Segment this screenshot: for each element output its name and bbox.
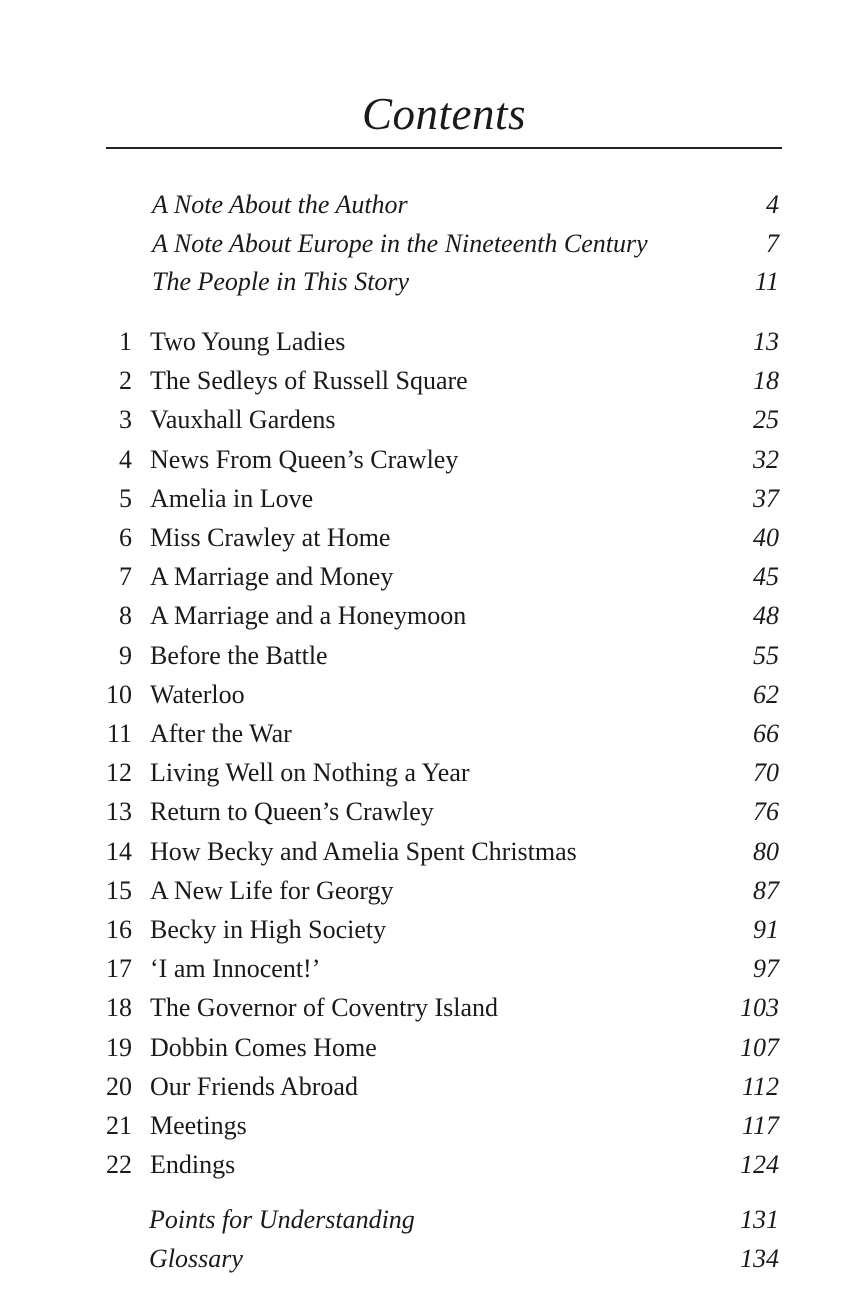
entry-title: A Note About the Author [152, 190, 408, 219]
entry-title: The Sedleys of Russell Square [150, 366, 468, 395]
page-number: 45 [753, 562, 779, 591]
page-title: Contents [361, 89, 526, 139]
chapter-number: 20 [106, 1072, 132, 1101]
page-number: 76 [753, 797, 779, 826]
toc-chapter-entry[interactable] [0, 873, 860, 909]
page-number: 7 [766, 229, 779, 258]
entry-title: A Marriage and a Honeymoon [150, 601, 467, 630]
toc-chapter-entry[interactable] [0, 442, 860, 478]
toc-chapter-entry[interactable] [0, 1108, 860, 1144]
page-number: 25 [753, 405, 779, 434]
page-number: 112 [741, 1072, 779, 1101]
toc-front-entry[interactable] [0, 187, 860, 223]
chapter-number: 19 [106, 1033, 132, 1062]
page-number: 117 [741, 1111, 779, 1140]
toc-chapter-entry[interactable] [0, 559, 860, 595]
toc-chapter-entry[interactable] [0, 363, 860, 399]
entry-title: Amelia in Love [150, 484, 314, 513]
page-number: 11 [754, 267, 779, 296]
page-number: 124 [740, 1150, 779, 1179]
chapter-number: 16 [106, 915, 132, 944]
toc-chapter-entry[interactable] [0, 1147, 860, 1183]
chapter-number: 9 [119, 641, 132, 670]
toc-chapter-entry[interactable] [0, 716, 860, 752]
page-number: 70 [753, 758, 779, 787]
chapter-number: 7 [119, 562, 132, 591]
chapter-number: 1 [119, 327, 132, 356]
page-number: 66 [753, 719, 779, 748]
entry-title: News From Queen’s Crawley [150, 445, 459, 474]
chapter-number: 17 [106, 954, 132, 983]
entry-title: Points for Understanding [149, 1205, 415, 1234]
page-number: 13 [753, 327, 779, 356]
chapter-number: 4 [119, 445, 132, 474]
chapter-number: 13 [106, 797, 132, 826]
toc-chapter-entry[interactable] [0, 598, 860, 634]
entry-title: After the War [150, 719, 292, 748]
chapter-number: 11 [106, 719, 132, 748]
toc-chapter-entry[interactable] [0, 912, 860, 948]
toc-chapter-entry[interactable] [0, 677, 860, 713]
entry-title: The Governor of Coventry Island [150, 993, 499, 1022]
chapter-number: 6 [119, 523, 132, 552]
entry-title: The People in This Story [152, 267, 410, 296]
entry-title: How Becky and Amelia Spent Christmas [150, 837, 577, 866]
chapter-number: 15 [106, 876, 132, 905]
toc-back-entry[interactable] [0, 1202, 860, 1238]
chapter-number: 14 [106, 837, 132, 866]
entry-title: Vauxhall Gardens [150, 405, 336, 434]
page-number: 91 [753, 915, 779, 944]
chapter-number: 18 [106, 993, 132, 1022]
page-number: 103 [740, 993, 779, 1022]
toc-chapter-entry[interactable] [0, 520, 860, 556]
chapter-number: 5 [119, 484, 132, 513]
page-number: 55 [753, 641, 779, 670]
page-number: 80 [753, 837, 779, 866]
page-number: 32 [753, 445, 779, 474]
toc-chapter-entry[interactable] [0, 481, 860, 517]
page-number: 48 [753, 601, 779, 630]
entry-title: Waterloo [150, 680, 245, 709]
toc-chapter-entry[interactable] [0, 1030, 860, 1066]
toc-chapter-entry[interactable] [0, 324, 860, 360]
entry-title: A Note About Europe in the Nineteenth Century [152, 229, 648, 258]
entry-title: Two Young Ladies [150, 327, 346, 356]
entry-title: Before the Battle [150, 641, 328, 670]
toc-chapter-entry[interactable] [0, 755, 860, 791]
page-number: 40 [753, 523, 779, 552]
chapter-number: 12 [106, 758, 132, 787]
toc-front-entry[interactable] [0, 226, 860, 262]
chapter-number: 8 [119, 601, 132, 630]
page-number: 18 [753, 366, 779, 395]
toc-front-entry[interactable] [0, 264, 860, 300]
entry-title: Return to Queen’s Crawley [150, 797, 434, 826]
page-number: 134 [740, 1244, 779, 1273]
entry-title: A New Life for Georgy [150, 876, 394, 905]
toc-back-entry[interactable] [0, 1241, 860, 1277]
toc-chapter-entry[interactable] [0, 402, 860, 438]
entry-title: ‘I am Innocent!’ [150, 954, 321, 983]
entry-title: Dobbin Comes Home [150, 1033, 377, 1062]
toc-chapter-entry[interactable] [0, 638, 860, 674]
toc-chapter-entry[interactable] [0, 794, 860, 830]
page-number: 87 [753, 876, 779, 905]
entry-title: Meetings [150, 1111, 247, 1140]
entry-title: Becky in High Society [150, 915, 387, 944]
toc-chapter-entry[interactable] [0, 990, 860, 1026]
chapter-number: 21 [106, 1111, 132, 1140]
entry-title: Our Friends Abroad [150, 1072, 358, 1101]
chapter-number: 22 [106, 1150, 132, 1179]
toc-chapter-entry[interactable] [0, 951, 860, 987]
chapter-number: 2 [119, 366, 132, 395]
entry-title: Miss Crawley at Home [150, 523, 391, 552]
toc-chapter-entry[interactable] [0, 834, 860, 870]
entry-title: A Marriage and Money [150, 562, 394, 591]
page-number: 62 [753, 680, 779, 709]
page-number: 4 [766, 190, 779, 219]
entry-title: Living Well on Nothing a Year [150, 758, 470, 787]
entry-title: Endings [150, 1150, 236, 1179]
page-number: 107 [740, 1033, 779, 1062]
page-number: 97 [753, 954, 779, 983]
chapter-number: 10 [106, 680, 132, 709]
toc-chapter-entry[interactable] [0, 1069, 860, 1105]
page-number: 131 [740, 1205, 779, 1234]
page-number: 37 [753, 484, 779, 513]
entry-title: Glossary [149, 1244, 243, 1273]
chapter-number: 3 [119, 405, 132, 434]
